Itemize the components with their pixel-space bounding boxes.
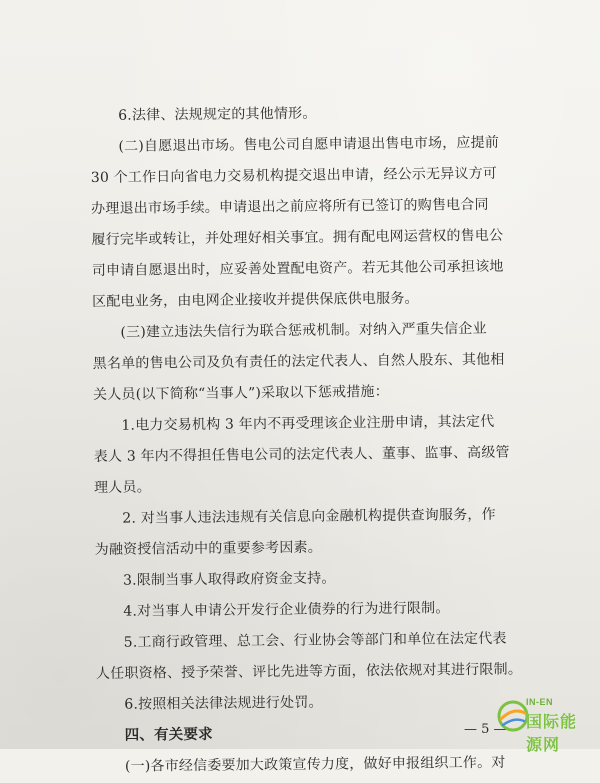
text-line: 4.对当事人申请公开发行企业债券的行为进行限制。: [123, 600, 450, 620]
text-line: 人任职资格、授予荣誉、评比先进等方面，依法依规对其进行限制。: [95, 661, 523, 682]
text-line: (一)各市经信委要加大政策宣传力度，做好申报组织工作。对: [124, 754, 506, 775]
text-line: (二)自愿退出市场。售电公司自愿申请退出售电市场，应提前: [118, 134, 500, 155]
text-line: 办理退出市场手续。申请退出之前应将所有已签订的购售电合同: [91, 196, 489, 217]
text-line: 5.工商行政管理、总工会、行业协会等部门和单位在法定代表: [123, 630, 507, 651]
document-body: [90, 96, 555, 783]
page-number: — 5 —: [464, 722, 507, 737]
section-heading: 四、有关要求: [124, 726, 213, 744]
globe-logo-icon: [496, 699, 530, 733]
text-line: 为融资授信活动中的重要参考因素。: [94, 539, 322, 558]
text-line: (三)建立违法失信行为联合惩戒机制。对纳入严重失信企业: [120, 320, 487, 341]
text-line: 表人 3 年内不得担任售电公司的法定代表人、董事、监事、高级管: [93, 444, 510, 465]
text-line: 黑名单的售电公司及负有责任的法定代表人、自然人股东、其他相: [92, 351, 505, 372]
text-line: 2. 对当事人违法违规有关信息向金融机构提供查询服务，作: [122, 506, 496, 527]
watermark-logo: [496, 695, 592, 754]
text-line: 3.限制当事人取得政府资金支持。: [122, 570, 336, 589]
text-line: 6.按照相关法律法规进行处罚。: [124, 694, 323, 713]
text-line: 履行完毕或转让，并处理好相关事宜。拥有配电网运营权的售电公: [91, 227, 504, 248]
watermark-small-text: IN-EN: [526, 697, 553, 707]
text-line: 1.电力交易机构 3 年内不再受理该企业注册申请，其法定代: [121, 413, 495, 434]
page-number-value: 5: [481, 722, 490, 737]
text-line: 司申请自愿退出时，应妥善处置配电资产。若无其他公司承担该地: [91, 258, 504, 279]
text-line: 关人员(以下简称“当事人”)采取以下惩戒措施：: [92, 383, 389, 403]
text-line: 理人员。: [93, 479, 151, 496]
text-line: 6.法律、法规规定的其他情形。: [118, 105, 317, 124]
text-line: 30 个工作日向省电力交易机构提交退出申请，经公示无异议方可: [90, 165, 498, 186]
watermark-main-text: 国际能源网: [526, 712, 578, 754]
text-line: 区配电业务，由电网企业接收并提供保底供电服务。: [92, 290, 419, 310]
